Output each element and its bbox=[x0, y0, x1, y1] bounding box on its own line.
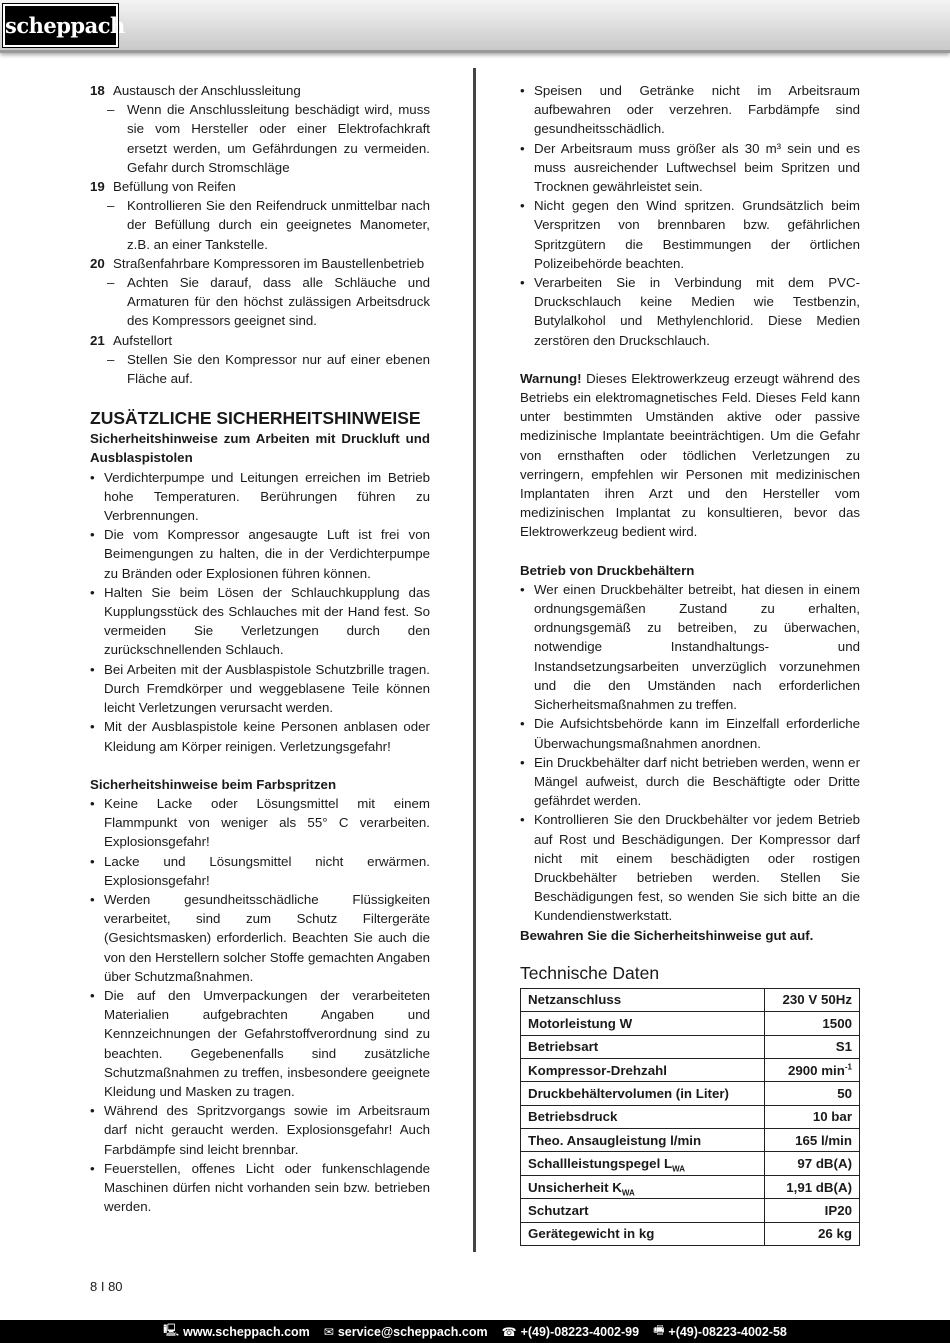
table-cell-value bbox=[764, 1058, 859, 1081]
warning-label: Warnung! bbox=[520, 370, 582, 386]
table-cell-value: 165 l/min bbox=[764, 1129, 859, 1152]
table-cell-label: Gerätegewicht in kg bbox=[521, 1222, 765, 1245]
table-row bbox=[521, 1105, 860, 1128]
list-item: • Der Arbeitsraum muss größer als 30 m³ sein und es muss ausreichender Luftwechsel beim Spritzen und Trocknen gewährleistet sein. bbox=[520, 139, 860, 197]
table-cell-value: S1 bbox=[764, 1035, 859, 1058]
item-number: 21 bbox=[90, 332, 105, 348]
list-item: • Lacke und Lösungsmittel nicht erwärmen. Explosionsgefahr! bbox=[90, 852, 430, 890]
dash-item bbox=[90, 273, 430, 331]
list-item: • Die auf den Umverpackungen der verarbeiteten Materialien aufgebrachten Angaben und Kennzeichnungen der Gefahrstoffverordnung sind zu beachten. Gegebenenfalls sind zusätzliche Schutzmaßnahmen zu treffen, insbesondere geeignete Kleidung und Masken zu tragen. bbox=[90, 986, 430, 1101]
bullet-list bbox=[520, 580, 860, 926]
tech-data-heading: Technische Daten bbox=[520, 962, 660, 983]
dash-item bbox=[90, 350, 430, 388]
label-main: Schallleistungspegel L bbox=[528, 1156, 673, 1172]
table-cell-label bbox=[521, 1175, 765, 1198]
table-cell-label: Betriebsart bbox=[521, 1035, 765, 1058]
table-cell-label bbox=[521, 1152, 765, 1175]
list-item: • Speisen und Getränke nicht im Arbeitsraum aufbewahren oder verzehren. Farbdämpfe sind gesundheitsschädlich. bbox=[520, 81, 860, 139]
list-item: • Keine Lacke oder Lösungsmittel mit einem Flammpunkt von weniger als 55° C verarbeiten. Explosionsgefahr! bbox=[90, 794, 430, 852]
item-title: Aufstellort bbox=[113, 332, 173, 348]
table-cell-label: Druckbehältervolumen (in Liter) bbox=[521, 1082, 765, 1105]
left-column bbox=[90, 81, 430, 1216]
fax-text: +(49)-08223-4002-58 bbox=[668, 1324, 787, 1339]
dash-icon: – bbox=[107, 275, 115, 291]
subsection-heading: Sicherheitshinweise zum Arbeiten mit Druckluft und Ausblaspistolen bbox=[90, 431, 430, 466]
table-cell-label: Schutzart bbox=[521, 1199, 765, 1222]
table-cell-value: 10 bar bbox=[764, 1105, 859, 1128]
subsection-heading: Sicherheitshinweise beim Farbspritzen bbox=[90, 776, 337, 792]
list-item: • Mit der Ausblaspistole keine Personen anblasen oder Kleidung am Körper reinigen. Verletzungsgefahr! bbox=[90, 717, 430, 755]
dash-icon: – bbox=[107, 351, 115, 367]
footer-phone[interactable] bbox=[502, 1325, 639, 1339]
computer-icon: 🖳 bbox=[163, 1323, 180, 1337]
value-main: 2900 min bbox=[787, 1062, 845, 1078]
dash-text: Wenn die Anschlussleitung beschädigt wird, muss sie vom Hersteller oder einer Elektrofachkraft ersetzt werden, um Gefährdungen zu vermeiden. Gefahr durch Stromschläge bbox=[127, 102, 430, 175]
value-sup: -1 bbox=[844, 1062, 852, 1072]
right-column bbox=[520, 81, 860, 1246]
dash-text: Kontrollieren Sie den Reifendruck unmittelbar nach der Befüllung durch ein geeignetes Manometer, z.B. an einer Tankstelle. bbox=[127, 198, 430, 252]
list-item: • Verdichterpumpe und Leitungen erreichen im Betrieb hohe Temperaturen. Berührungen führen zu Verbrennungen. bbox=[90, 468, 430, 526]
list-item: • Während des Spritzvorgangs sowie im Arbeitsraum darf nicht geraucht werden. Explosionsgefahr! Auch Farbdämpfe sind leicht brennbar. bbox=[90, 1101, 430, 1159]
table-row bbox=[521, 1222, 860, 1245]
table-cell-value: 1,91 dB(A) bbox=[764, 1175, 859, 1198]
list-item: • Kontrollieren Sie den Druckbehälter vor jedem Betrieb auf Rost und Beschädigungen. Der Kompressor darf nicht mit einem beschädigten oder rostigen Druckbehälter betrieben werden. Stellen Sie Beschädigungen fest, so wenden Sie sich bitte an die Kundendienstwerkstatt. bbox=[520, 810, 860, 925]
table-cell-label: Netzanschluss bbox=[521, 988, 765, 1011]
numbered-item bbox=[90, 254, 430, 273]
page-number: 8 I 80 bbox=[90, 1279, 123, 1294]
item-title: Befüllung von Reifen bbox=[113, 179, 236, 195]
table-cell-value: 26 kg bbox=[764, 1222, 859, 1245]
numbered-item bbox=[90, 81, 430, 100]
label-sub: WA bbox=[621, 1188, 635, 1198]
table-row bbox=[521, 1058, 860, 1081]
brand-logo: scheppach bbox=[3, 4, 118, 47]
phone-text: +(49)-08223-4002-99 bbox=[520, 1324, 640, 1339]
list-item: • Werden gesundheitsschädliche Flüssigkeiten verarbeitet, sind zum Schutz Filtergeräte (Gesichtsmasken) erforderlich. Beachten Sie auch die von den Herstellern solcher Stoffe gemachten Angaben über Schutzmaßnahmen. bbox=[90, 890, 430, 986]
list-item: • Halten Sie beim Lösen der Schlauchkupplung das Kupplungsstück des Schlauches mit der Hand fest. So vermeiden Sie Verletzungen durch den zurückschnellenden Schlauch. bbox=[90, 583, 430, 660]
table-cell-value: IP20 bbox=[764, 1199, 859, 1222]
table-row bbox=[521, 1175, 860, 1198]
dash-text: Achten Sie darauf, dass alle Schläuche und Armaturen für den höchst zulässigen Arbeitsdruck des Kompressors geeignet sind. bbox=[127, 275, 430, 329]
footer-email[interactable] bbox=[324, 1325, 488, 1339]
table-row bbox=[521, 988, 860, 1011]
list-item: • Nicht gegen den Wind spritzen. Grundsätzlich beim Verspritzen von brennbaren bzw. gefährlichen Spritzgütern die Bestimmungen der örtlichen Polizeibehörde beachten. bbox=[520, 196, 860, 273]
warning-text: Dieses Elektrowerkzeug erzeugt während des Betriebs ein elektromagnetisches Feld. Dieses Feld kann unter bestimmten Umständen aktive oder passive medizinische Implantate beeinträchtigen. Um die Gefahr von ernsthaften oder tödlichen Verletzungen zu verringern, empfehlen wir Personen mit medizinischen Implantaten ihren Arzt und den Hersteller vom medizinischen Implantat zu konsultieren, bevor das Elektrowerkzeug bedient wird. bbox=[520, 370, 860, 540]
dash-item bbox=[90, 100, 430, 177]
table-row bbox=[521, 1129, 860, 1152]
warning-paragraph bbox=[520, 369, 860, 542]
dash-icon: – bbox=[107, 102, 115, 118]
list-item: • Die vom Kompressor angesaugte Luft ist frei von Beimengungen zu halten, die in der Verdichterpumpe zu Bränden oder Explosionen führen können. bbox=[90, 525, 430, 583]
dash-icon: – bbox=[107, 198, 115, 214]
section-heading: ZUSÄTZLICHE SICHERHEITSHINWEISE bbox=[90, 408, 421, 429]
table-row bbox=[521, 1035, 860, 1058]
mail-icon: ✉ bbox=[323, 1324, 334, 1339]
table-row bbox=[521, 1082, 860, 1105]
dash-item bbox=[90, 196, 430, 254]
email-text: service@scheppach.com bbox=[337, 1324, 488, 1339]
label-main: Unsicherheit K bbox=[528, 1179, 622, 1195]
bullet-list bbox=[90, 794, 430, 1216]
bullet-list bbox=[90, 468, 430, 756]
list-item: • Bei Arbeiten mit der Ausblaspistole Schutzbrille tragen. Durch Fremdkörper und weggeblasene Teile können leicht Verletzungen verursacht werden. bbox=[90, 660, 430, 718]
list-item: • Verarbeiten Sie in Verbindung mit dem PVC-Druckschlauch keine Medien wie Testbenzin, Butylalkohol und Methylenchlorid. Diese Medien zerstören den Druckschlauch. bbox=[520, 273, 860, 350]
footer-fax[interactable] bbox=[653, 1321, 787, 1342]
fax-icon: 🖷 bbox=[653, 1323, 665, 1337]
table-row bbox=[521, 1012, 860, 1035]
item-number: 19 bbox=[90, 179, 105, 195]
label-sub: WA bbox=[672, 1164, 685, 1174]
footer-website[interactable] bbox=[163, 1321, 310, 1342]
table-cell-value: 50 bbox=[764, 1082, 859, 1105]
list-item: • Feuerstellen, offenes Licht oder funkenschlagende Maschinen dürfen nicht vorhanden sein bzw. betrieben werden. bbox=[90, 1159, 430, 1217]
numbered-item bbox=[90, 331, 430, 350]
item-title: Straßenfahrbare Kompressoren im Baustellenbetrieb bbox=[113, 255, 425, 271]
page-footer bbox=[0, 1320, 950, 1343]
numbered-item bbox=[90, 177, 430, 196]
list-item: • Die Aufsichtsbehörde kann im Einzelfall erforderliche Überwachungsmaßnahmen anordnen. bbox=[520, 714, 860, 752]
phone-icon: ☎ bbox=[501, 1324, 517, 1339]
item-number: 18 bbox=[90, 83, 105, 98]
table-row bbox=[521, 1152, 860, 1175]
list-item: • Wer einen Druckbehälter betreibt, hat diesen in einem ordnungsgemäßen Zustand zu erhalten, ordnungsgemäß zu betreiben, zu überwachen, notwendige Instandhaltungs- und Instandsetzungsarbeiten unverzüglich vorzunehmen und die den Umständen nach erforderlichen Sicherheitsmaßnahmen zu treffen. bbox=[520, 580, 860, 714]
table-cell-label: Theo. Ansaugleistung l/min bbox=[521, 1129, 765, 1152]
table-cell-label: Kompressor-Drehzahl bbox=[521, 1058, 765, 1081]
item-title: Austausch der Anschlussleitung bbox=[113, 83, 301, 98]
numbered-list bbox=[90, 81, 430, 388]
bullet-list bbox=[520, 81, 860, 350]
website-text: www.scheppach.com bbox=[183, 1324, 310, 1339]
tech-data-table bbox=[520, 988, 860, 1246]
table-cell-value: 1500 bbox=[764, 1012, 859, 1035]
table-cell-value: 97 dB(A) bbox=[764, 1152, 859, 1175]
dash-text: Stellen Sie den Kompressor nur auf einer ebenen Fläche auf. bbox=[127, 351, 430, 387]
column-divider bbox=[473, 68, 476, 1252]
table-cell-label: Motorleistung W bbox=[521, 1012, 765, 1035]
list-item: • Ein Druckbehälter darf nicht betrieben werden, wenn er Mängel aufweist, durch die Beschäftigte oder Dritte gefährdet werden. bbox=[520, 753, 860, 811]
keep-instructions-note: Bewahren Sie die Sicherheitshinweise gut auf. bbox=[520, 927, 814, 943]
item-number: 20 bbox=[90, 255, 105, 271]
table-cell-label: Betriebsdruck bbox=[521, 1105, 765, 1128]
table-row bbox=[521, 1199, 860, 1222]
subsection-heading: Betrieb von Druckbehältern bbox=[520, 562, 695, 578]
page-header bbox=[0, 0, 950, 53]
table-cell-value: 230 V 50Hz bbox=[764, 988, 859, 1011]
